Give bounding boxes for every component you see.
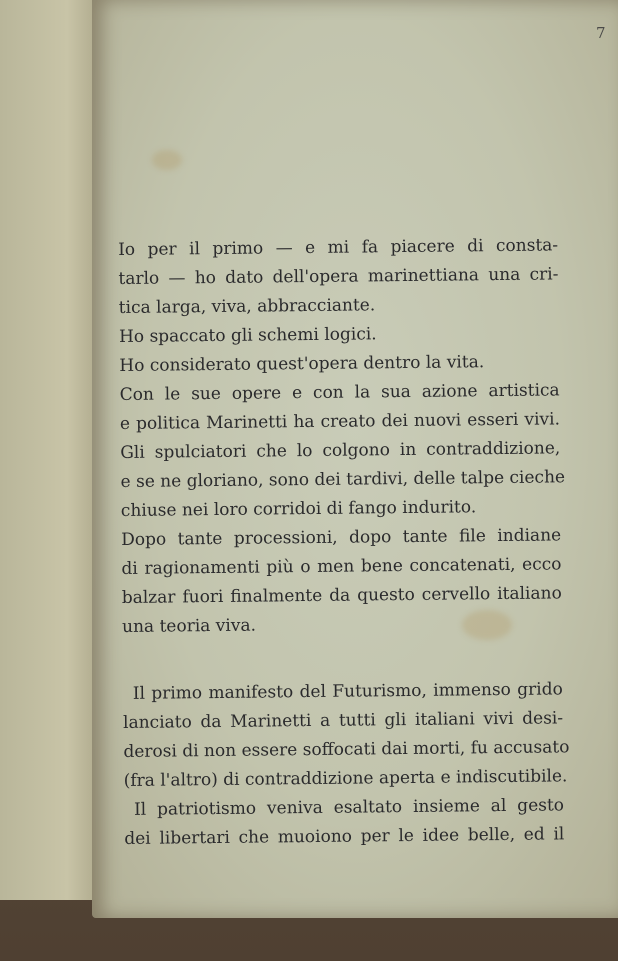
text-line: Il patriotismo veniva esaltato insieme al gesto [133, 795, 565, 820]
text-line: una teoria viva. [121, 615, 257, 637]
text-line: e politica Marinetti ha creato dei nuovi esseri vivi. [119, 409, 561, 434]
text-line: chiuse nei loro corridoi di fango indurito. [120, 497, 477, 521]
text-line: Io per il primo — e mi fa piacere di consta- [118, 235, 559, 260]
text-line: Ho considerato quest'opera dentro la vita. [119, 352, 485, 376]
text-line: di ragionamenti più o men bene concatenati, ecco [121, 554, 562, 579]
text-line: balzar fuori finalmente da questo cervello italiano [121, 583, 562, 608]
text-line: Dopo tante processioni, dopo tante file indiane [121, 525, 562, 550]
body-text [118, 231, 570, 854]
text-line: Con le sue opere e con la sua azione artistica [119, 380, 560, 405]
text-line: Gli spulciatori che lo colgono in contraddizione, [120, 438, 561, 463]
text-line: Ho spaccato gli schemi logici. [118, 324, 377, 347]
text-line: lanciato da Marinetti a tutti gli italiani vivi desi- [122, 708, 564, 733]
text-line: tarlo — ho dato dell'opera marinettiana una cri- [118, 264, 559, 289]
text-line: (fra l'altro) di contraddizione aperta e indiscutibile. [123, 766, 568, 791]
text-line: e se ne gloriano, sono dei tardivi, delle talpe cieche [120, 467, 566, 492]
paper-stain [152, 150, 182, 170]
text-line: tica larga, viva, abbracciante. [118, 295, 376, 318]
text-line: derosi di non essere soffocati dai morti, fu accusato [123, 737, 570, 762]
text-line: Il primo manifesto del Futurismo, immenso grido [132, 679, 563, 704]
text-line: dei libertari che muoiono per le idee belle, ed il [124, 824, 565, 849]
page-number: 7 [596, 24, 606, 42]
